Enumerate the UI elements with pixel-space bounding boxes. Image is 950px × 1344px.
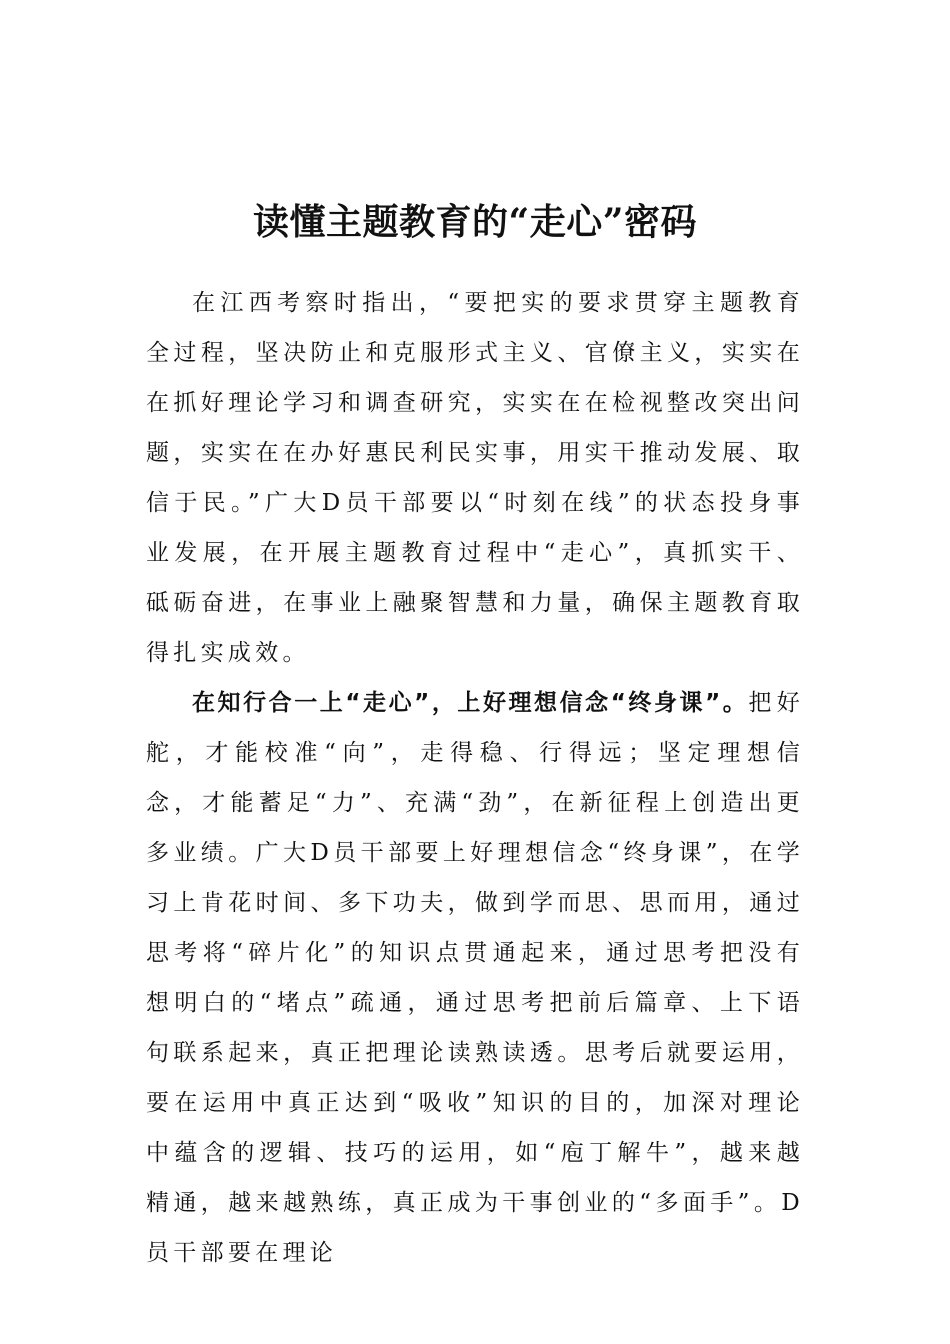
document-title: 读懂主题教育的“走心”密码 xyxy=(253,201,697,244)
paragraph-lead-heading: 在知行合一上“走心”，上好理想信念“终身课”。 xyxy=(192,690,749,716)
paragraph-text: 在江西考察时指出，“要把实的要求贯穿主题教育全过程，坚决防止和克服形式主义、官僚主义，实实在在抓好理论学习和调查研究，实实在在检视整改突出问题，实实在在办好惠民利民实事，用实干推动发展、取信于民。”广大D员干部要以“时刻在线”的状态投身事业发展，在开展主题教育过程中“走心”，真抓实干、砥砺奋进，在事业上融聚智慧和力量，确保主题教育取得扎实成效。 xyxy=(146,290,804,666)
document-body xyxy=(146,278,804,1278)
paragraph-text: 把好舵，才能校准“向”，走得稳、行得远；坚定理想信念，才能蓄足“力”、充满“劲”，在新征程上创造出更多业绩。广大D员干部要上好理想信念“终身课”，在学习上肯花时间、多下功夫，做到学而思、思而用，通过思考将“碎片化”的知识点贯通起来，通过思考把没有想明白的“堵点”疏通，通过思考把前后篇章、上下语句联系起来，真正把理论读熟读透。思考后就要运用，要在运用中真正达到“吸收”知识的目的，加深对理论中蕴含的逻辑、技巧的运用，如“庖丁解牛”，越来越精通，越来越熟练，真正成为干事创业的“多面手”。D员干部要在理论 xyxy=(146,690,804,1266)
body-paragraph xyxy=(146,278,804,678)
body-paragraph xyxy=(146,678,804,1278)
